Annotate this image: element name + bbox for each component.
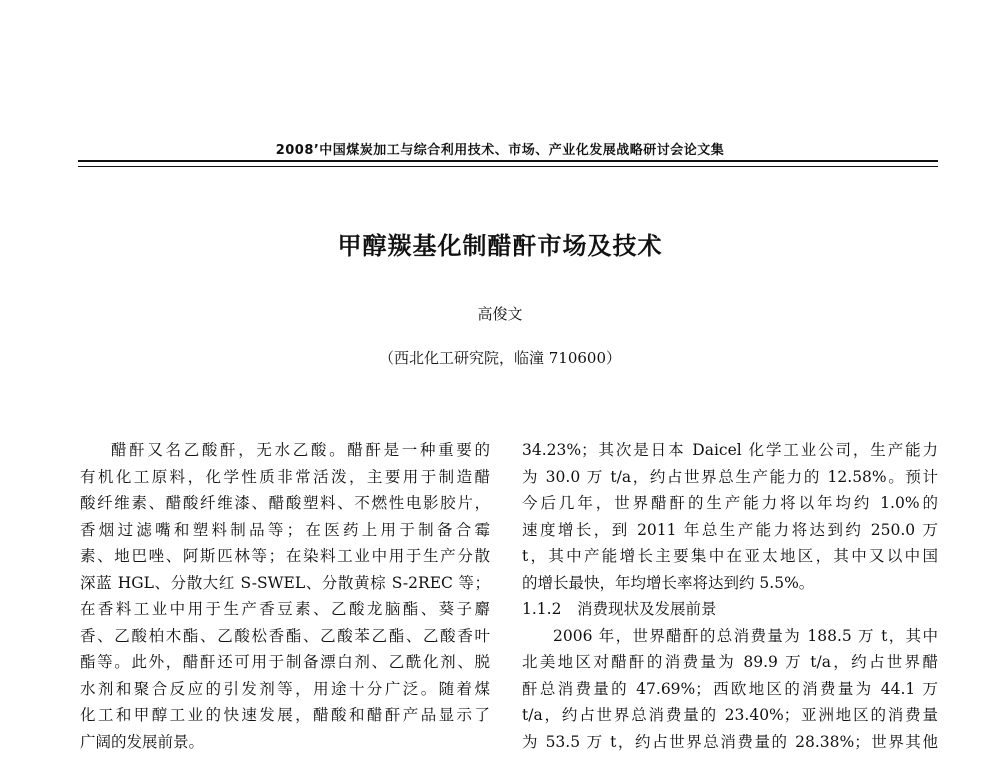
header-rule-thin [78, 166, 938, 167]
author-affiliation: （西北化工研究院，临潼 710600） [378, 349, 622, 367]
body-line: 香烟过滤嘴和塑料制品等；在医药上用于制备合霉 [80, 520, 490, 539]
body-line: 为 30.0 万 t/a，约占世界总生产能力的 12.58%。预计 [522, 467, 938, 486]
body-line: 2006 年，世界醋酐的总消费量为 188.5 万 t，其中 [553, 626, 938, 645]
body-line: 化工和甲醇工业的快速发展，醋酸和醋酐产品显示了 [80, 706, 490, 724]
body-line: t/a，约占世界总消费量的 23.40%；亚洲地区的消费量 [522, 706, 938, 724]
section-subheading: 1.1.2 消费现状及发展前景 [522, 600, 717, 618]
body-line: 有机化工原料，化学性质非常活泼，主要用于制造醋 [80, 467, 490, 486]
body-line: 酯等。此外，醋酐还可用于制备漂白剂、乙酰化剂、脱 [80, 653, 490, 671]
running-head: 2008’中国煤炭加工与综合利用技术、市场、产业化发展战略研讨会论文集 [275, 143, 725, 158]
body-line: 今后几年，世界醋酐的生产能力将以年均约 1.0%的 [522, 494, 938, 512]
author-name: 高俊文 [477, 305, 523, 323]
header-rule-thick [78, 160, 938, 162]
body-line: 酸纤维素、醋酸纤维漆、醋酸塑料、不燃性电影胶片， [80, 494, 490, 512]
right-column [522, 437, 938, 755]
body-line: 水剂和聚合反应的引发剂等，用途十分广泛。随着煤 [80, 679, 490, 698]
body-line: 北美地区对醋酐的消费量为 89.9 万 t/a，约占世界醋 [522, 653, 938, 671]
body-line: 在香料工业中用于生产香豆素、乙酸龙脑酯、葵子麝 [80, 600, 490, 618]
paper-title: 甲醇羰基化制醋酐市场及技术 [337, 232, 663, 260]
body-line: 为 53.5 万 t，约占世界总消费量的 28.38%；世界其他 [522, 732, 938, 751]
body-line: 的增长最快，年均增长率将达到约 5.5%。 [522, 573, 815, 592]
body-line: 酐总消费量的 47.69%；西欧地区的消费量为 44.1 万 [522, 679, 938, 698]
body-line: 素、地巴唑、阿斯匹林等；在染料工业中用于生产分散 [80, 547, 490, 565]
body-line: 深蓝 HGL、分散大红 S-SWEL、分散黄棕 S-2REC 等； [80, 573, 490, 592]
body-line: 速度增长，到 2011 年总生产能力将达到约 250.0 万 [522, 520, 938, 539]
body-line: t，其中产能增长主要集中在亚太地区，其中又以中国 [522, 547, 938, 565]
left-column [80, 437, 490, 755]
body-line: 34.23%；其次是日本 Daicel 化学工业公司，生产能力 [522, 441, 938, 459]
body-line: 香、乙酸柏木酯、乙酸松香酯、乙酸苯乙酯、乙酸香叶 [80, 626, 490, 645]
body-line: 广阔的发展前景。 [80, 732, 205, 751]
body-line: 醋酐又名乙酸酐，无水乙酸。醋酐是一种重要的 [111, 441, 490, 459]
